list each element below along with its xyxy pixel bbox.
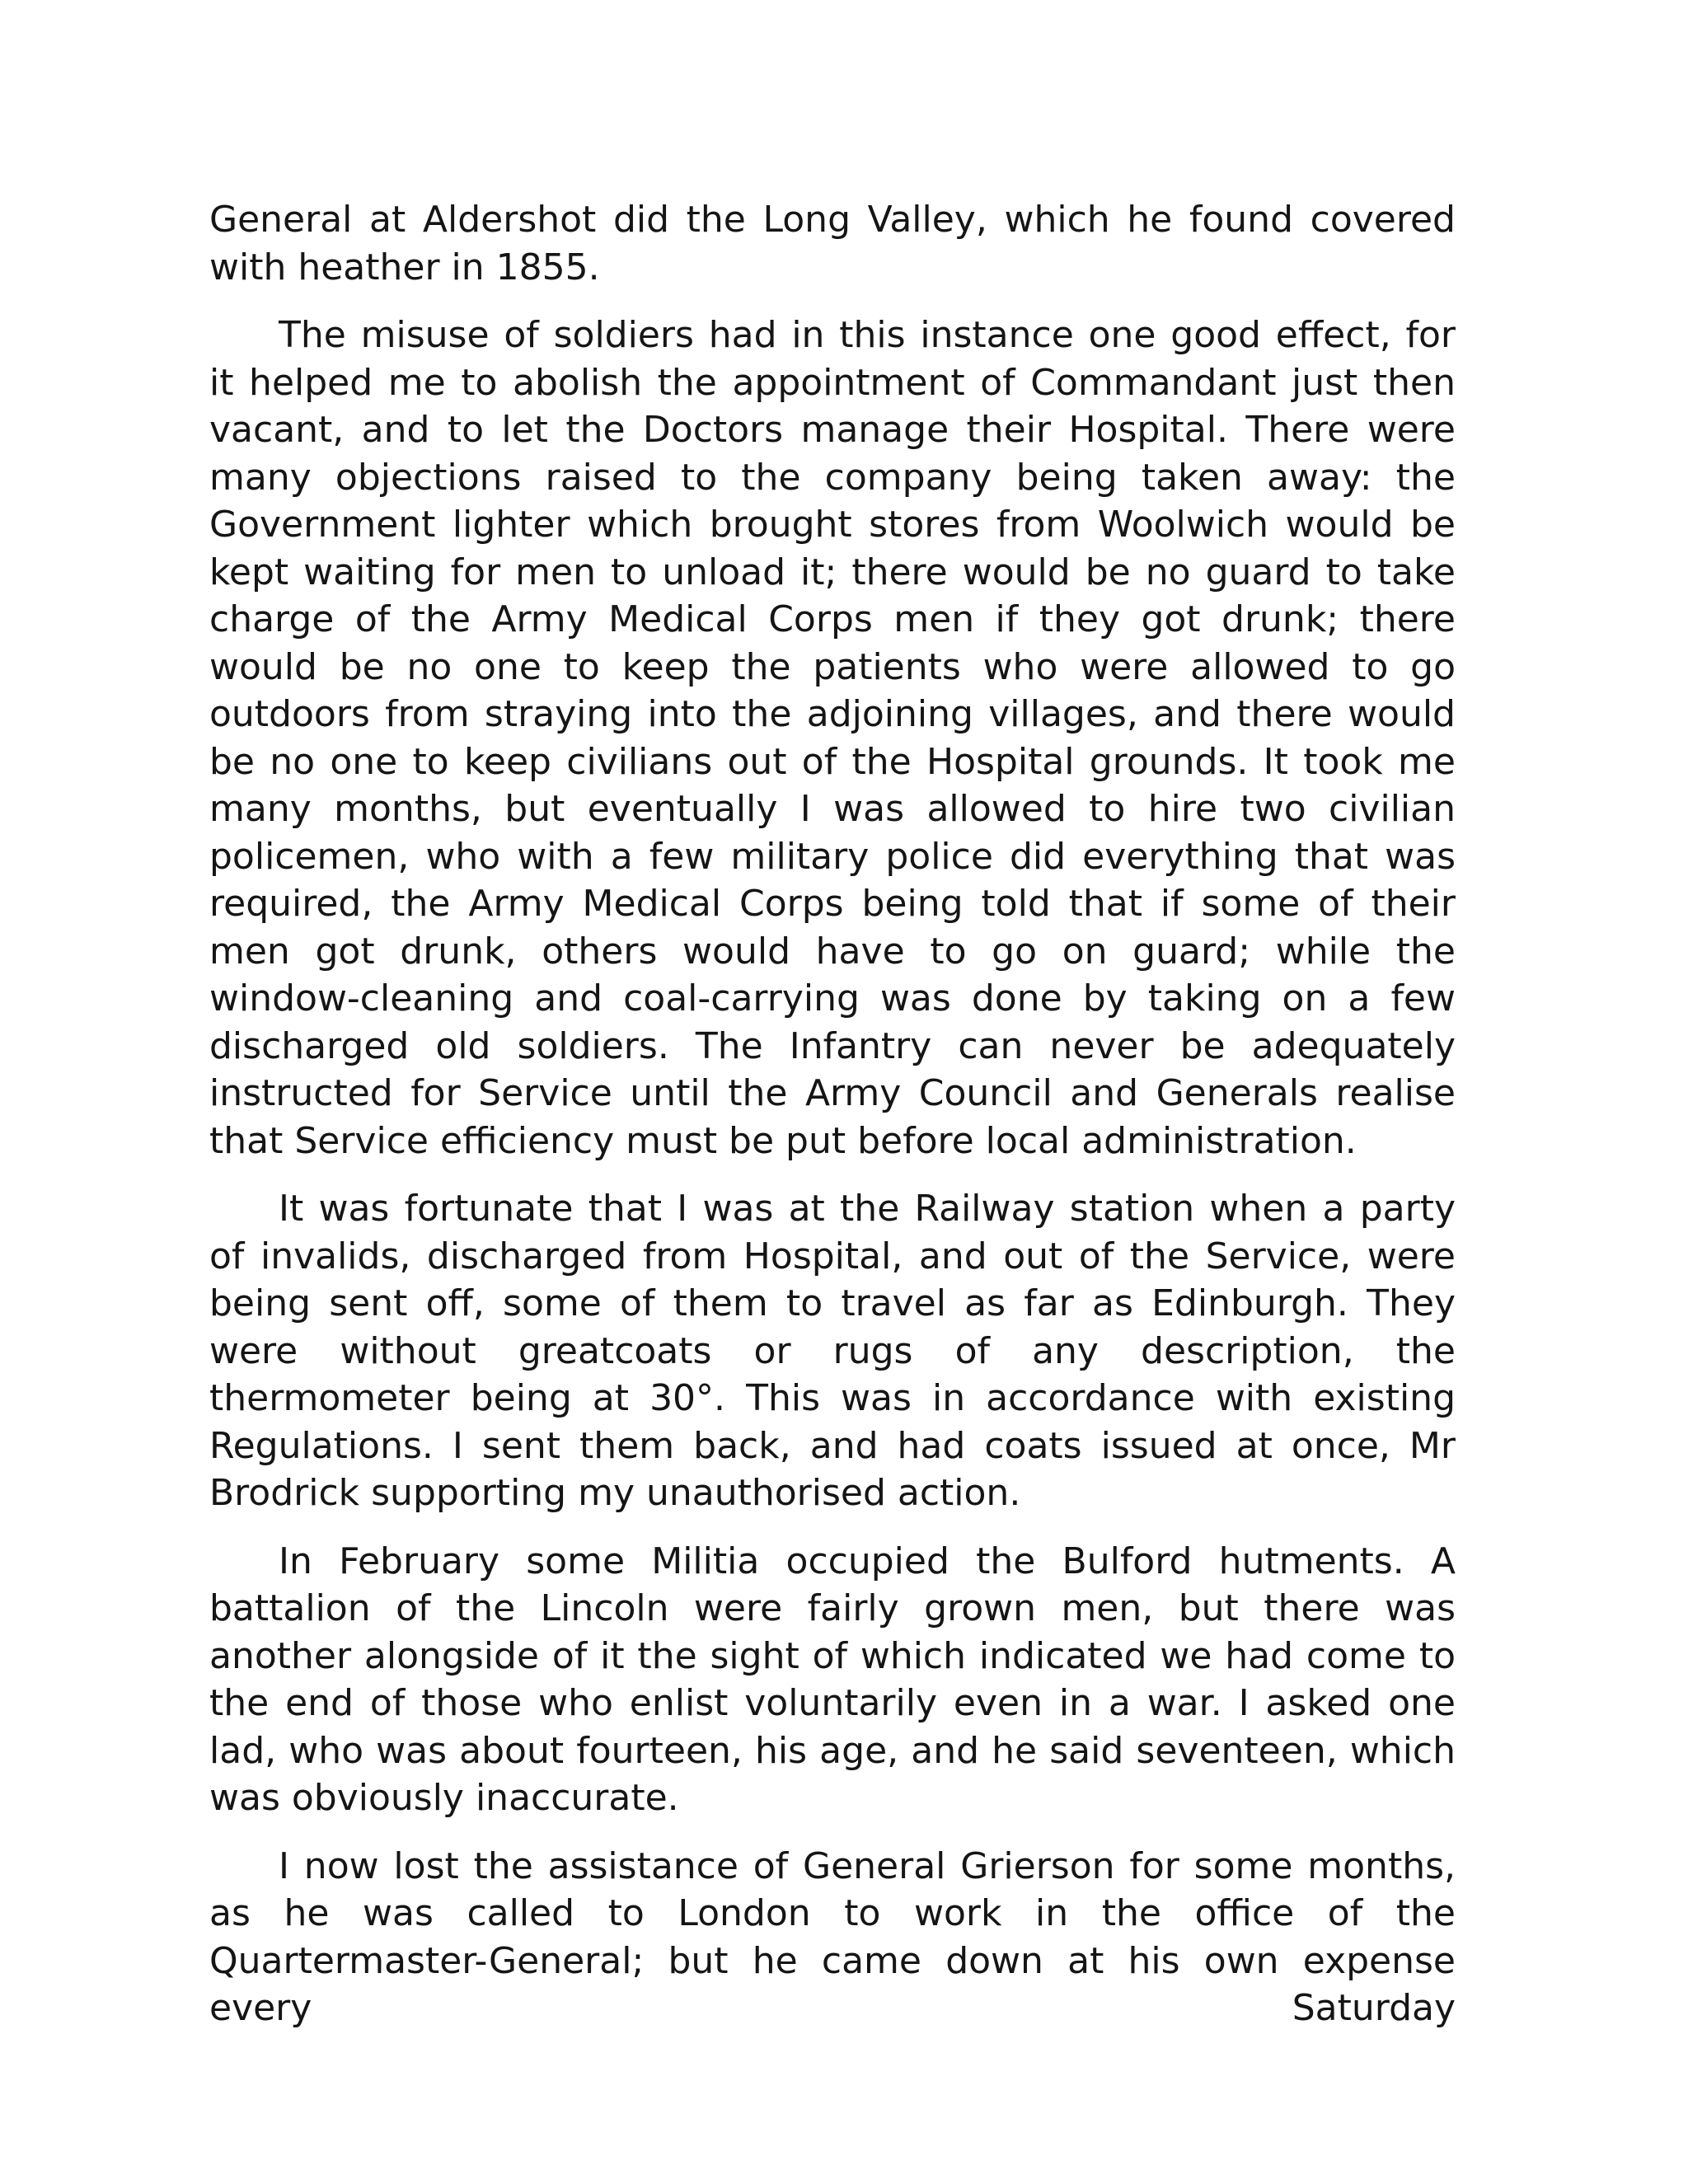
paragraph-continuation: General at Aldershot did the Long Valley, which he found covered with heather in 1855. (209, 199, 1456, 288)
paragraph-general-grierson: I now lost the assistance of General Grierson for some months, as he was called to London to work in the office of the Quartermaster-General; but he came down at his own expense every Saturday (209, 1844, 1456, 2029)
page-body (209, 196, 1456, 2053)
paragraph-railway-station: It was fortunate that I was at the Railway station when a party of invalids, discharged from Hospital, and out of the Service, were being sent off, some of them to travel as far as Edinburgh. They were without greatcoats or rugs of any description, the thermometer being at 30°. This was in accordance with existing Regulations. I sent them back, and had coats issued at once, Mr Brodrick supporting my unauthorised action. (209, 1188, 1456, 1514)
paragraph-misuse-of-soldiers: The misuse of soldiers had in this instance one good effect, for it helped me to abolish the appointment of Commandant just then vacant, and to let the Doctors manage their Hospital. There were many objections raised to the company being taken away: the Government lighter which brought stores from Woolwich would be kept waiting for men to unload it; there would be no guard to take charge of the Army Medical Corps men if they got drunk; there would be no one to keep the patients who were allowed to go outdoors from straying into the adjoining villages, and there would be no one to keep civilians out of the Hospital grounds. It took me many months, but eventually I was allowed to hire two civilian policemen, who with a few military police did everything that was required, the Army Medical Corps being told that if some of their men got drunk, others would have to go on guard; while the window-cleaning and coal-carrying was done by taking on a few discharged old soldiers. The Infantry can never be adequately instructed for Service until the Army Council and Generals realise that Service efficiency must be put before local administration. (209, 314, 1456, 1162)
paragraph-militia-bulford: In February some Militia occupied the Bulford hutments. A battalion of the Lincoln were fairly grown men, but there was another alongside of it the sight of which indicated we had come to the end of those who enlist voluntarily even in a war. I asked one lad, who was about fourteen, his age, and he said seventeen, which was obviously inaccurate. (209, 1540, 1456, 1819)
